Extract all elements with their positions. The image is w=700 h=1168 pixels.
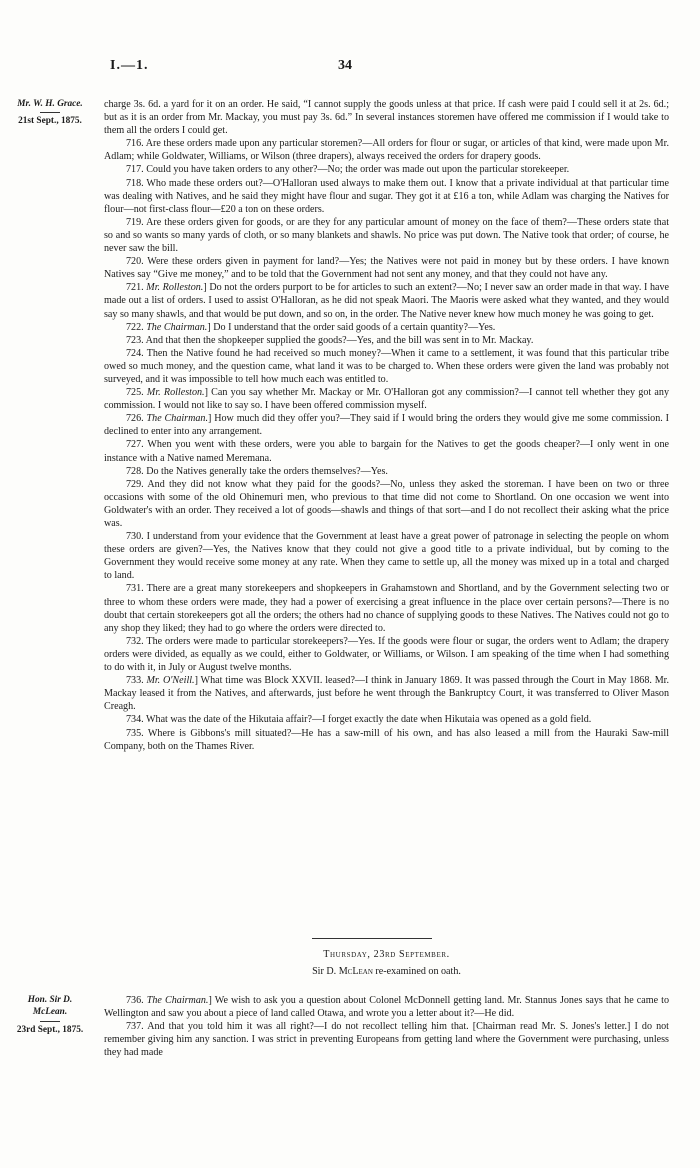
question-728: 728. Do the Natives generally take the orders themselves?—Yes. [126, 465, 388, 477]
paragraph: charge 3s. 6d. a yard for it on an order. He said, “I cannot supply the goods unless at that price. If cash were paid I could sell it at 2s. 6d.; but as it is an order from Mr. Mackay, you must pay 3s. 6d.” In several instances storemen have offered me commission if I would take to them all the orders I could get. [104, 99, 669, 137]
question-719: 719. Are these orders given for goods, or are they for any particular amount of money on the face of them?—These orders state that so and so wants so many yards of cloth, or so many blankets and shawls. No price was put down. The Native took that order; of course, he never saw the bill. [104, 216, 669, 255]
question-720: 720. Were these orders given in payment for land?—Yes; the Natives were not paid in money but by these orders. I have known Natives say “Give me money,” and to be told that the Government had not sent any money, and that they could not have any. [104, 256, 669, 281]
section-divider [312, 938, 432, 939]
document-reference: I.—1. [110, 58, 149, 73]
day-heading: Thursday, 23rd September. [323, 949, 450, 960]
margin-date-2: 23rd Sept., 1875. [16, 1024, 84, 1035]
question-737: 737. And that you told him it was all right?—I do not recollect telling him that. [Chairman read Mr. S. Jones's letter.] I do not remember giving him any sanction. I was strict in preventing Europeans from getting land where the Government were purchasing, unless they had made [104, 1021, 669, 1059]
margin-witness-note-2 [4, 994, 96, 1036]
question-733: 733. Mr. O'Neill.] What time was Block XXVII. leased?—I think in January 1869. It was passed through the Court in May 1868. Mr. Mackay leased it from the Natives, and afterwards, just before he went through the Bankruptcy Court, it was transferred to Oliver Mason Creagh. [104, 675, 669, 713]
witness-heading: Sir D. McLean re-examined on oath. [312, 966, 461, 977]
page-number: 34 [338, 58, 352, 73]
page-header [0, 58, 700, 78]
question-717: 717. Could you have taken orders to any other?—No; the order was made out upon the particular storekeeper. [126, 164, 570, 176]
question-734: 734. What was the date of the Hikutaia affair?—I forget exactly the date when Hikutaia was opened as a gold field. [126, 714, 592, 726]
question-716: 716. Are these orders made upon any particular storemen?—All orders for flour or sugar, or articles of that kind, were made upon Mr. Adlam; while Goldwater, Williams, or Wilson (three drapers), always received the orders for drapery goods. [104, 138, 669, 163]
speaker-name: The Chairman. [146, 995, 209, 1006]
question-725: 725. Mr. Rolleston.] Can you say whether Mr. Mackay or Mr. O'Halloran got any commission?—I cannot tell whether they got any commission. I would not like to say so. I have been offered commission myself. [104, 387, 669, 412]
speaker-name: The Chairman. [146, 413, 208, 425]
question-735: 735. Where is Gibbons's mill situated?—He has a saw-mill of his own, and has also leased a mill from the Hauraki Saw-mill Company, both on the Thames River. [104, 727, 669, 752]
testimony-section-2 [104, 994, 669, 1059]
question-736: 736. The Chairman.] We wish to ask you a question about Colonel McDonnell getting land. Mr. Stannus Jones says that he came to Wellington and saw you about a piece of land called Otawa, and wrote you a letter about it?—He did. [104, 995, 670, 1020]
margin-divider [40, 1021, 60, 1022]
margin-witness-name-line2: McLean. [32, 1007, 68, 1018]
margin-witness-note [4, 98, 96, 128]
margin-date: 21st Sept., 1875. [18, 116, 82, 127]
margin-divider [40, 112, 60, 113]
margin-witness-name: Mr. W. H. Grace. [17, 99, 83, 109]
speaker-name: The Chairman. [146, 321, 208, 333]
question-730: 730. I understand from your evidence that the Government at least have a great power of patronage in selecting the people on whom these orders are given?—Yes, the Natives know that they could not give a good title to a private individual, but by coming to the Government they would receive some money at any rate. When they came to settle up, all the money was mixed up in a total and charged to land. [104, 531, 669, 582]
testimony-section-1 [104, 98, 669, 753]
question-729: 729. And they did not know what they paid for the goods?—No, unless they asked the storeman. I have been on two or three occasions with some of the old Ohinemuri men, who previous to that time did not come to Shortland. On one occasion we went into Goldwater's with an order. They received a lot of goods—shawls and things of that sort—and I do not recollect their asking what the price was. [104, 478, 669, 529]
question-731: 731. There are a great many storekeepers and shopkeepers in Grahamstown and Shortland, and by the Government selecting two or three to whom these orders were made, they had a power of exercising a great influence in the place over certain persons?—There is no doubt that certain storekeepers got all the orders; the others had no chance of supplying goods to these Natives. The Natives could not go to any shop they liked; they had to go where the orders were directed to. [104, 583, 669, 634]
speaker-name: Mr. O'Neill. [146, 675, 195, 687]
margin-witness-name-line1: Hon. Sir D. [27, 995, 73, 1005]
question-723: 723. And that then the shopkeeper supplied the goods?—Yes, and the bill was sent in to Mr. Mackay. [126, 334, 534, 346]
question-732: 732. The orders were made to particular storekeepers?—Yes. If the goods were flour or sugar, the orders went to Adlam; the drapery orders were divided, as equally as we could, either to Goldwater, or Williams, or Wilson. I am speaking of the time when I had something to do with it, in July or August twelve months. [104, 635, 669, 674]
witness-surname: McLean [338, 966, 373, 977]
speaker-name: Mr. Rolleston. [146, 387, 205, 399]
speaker-name: Mr. Rolleston. [146, 282, 204, 294]
question-718: 718. Who made these orders out?—O'Halloran used always to make them out. I know that a private individual at that particular time was dealing with Natives, and he said they might have flour and sugar. They got it at £16 a ton, while Adlam was charging the Natives for flour—not first-class flour—£20 a ton on these orders. [104, 177, 669, 215]
question-727: 727. When you went with these orders, were you able to bargain for the Natives to get the goods cheaper?—I only went in one instance with a Native named Meremana. [104, 439, 669, 464]
question-721: 721. Mr. Rolleston.] Do not the orders purport to be for articles to such an extent?—No; I never saw an order made in that way. I have made out a list of orders. I used to assist O'Halloran, as he did not speak Maori. The Maoris were asked what they wanted, and they would say so many shawls, and that would be put down, and so on, in the order. The Native never knew how much money he was going to get. [104, 282, 670, 320]
question-726: 726. The Chairman.] How much did they offer you?—They said if I would bring the orders they would give me some commission. I declined to enter into any arrangement. [104, 413, 669, 438]
question-724: 724. Then the Native found he had received so much money?—When it came to a settlement, it was found that this particular tribe owed so much money, and the question came, what land it was to be charged to. When these orders were given the land was probably not surveyed, and it was impossible to tell how much each was entitled to. [104, 347, 669, 385]
question-722: 722. The Chairman.] Do I understand that the order said goods of a certain quantity?—Yes. [126, 321, 496, 333]
